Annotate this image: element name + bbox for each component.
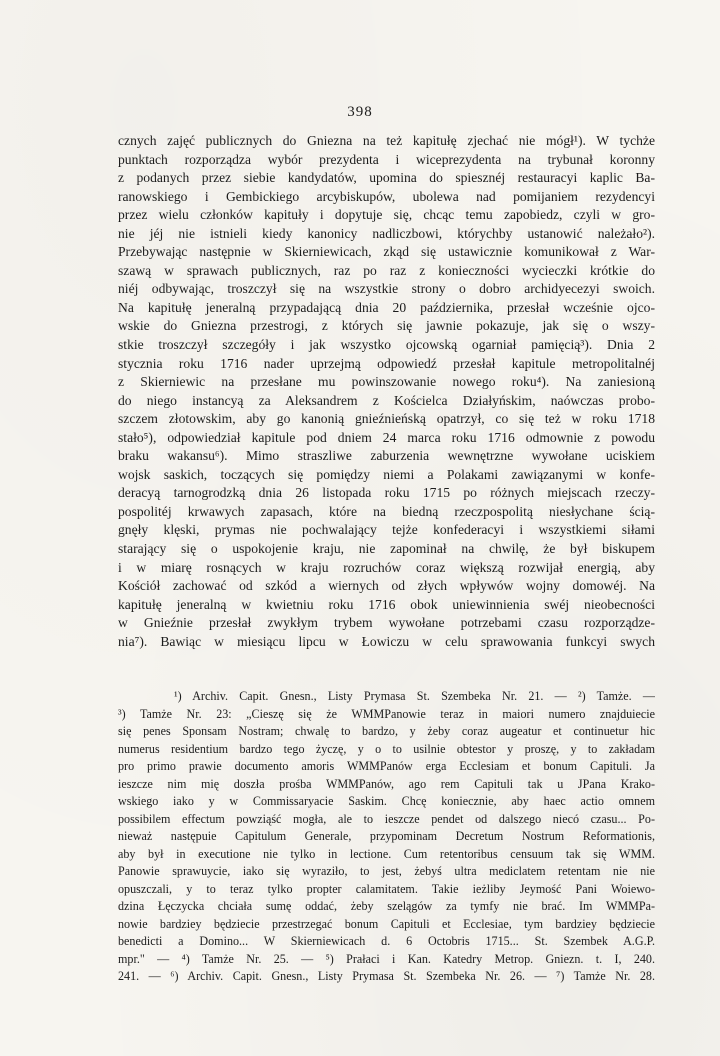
footnote-line: 241. — ⁶) Archiv. Capit. Gnesn., Listy Prymasa St. Szembeka Nr. 26. — ⁷) Tamże Nr. 28. [118,969,655,983]
footnote-line: ieszcze nim mię doszła prośba WMMPanów, ago rem Capituli tak u JPana Krako- [118,776,655,791]
body-text-line: z Skierniewic na przesłane mu powinszowanie nowego roku⁴). Na zaniesioną [118,374,655,390]
footnotes-block [118,688,655,986]
body-text-line: punktach rozporządza wybór prezydenta i wiceprezydenta na trybunał koronny [118,151,655,167]
body-text-line: gnęły klęski, prymas nie pochwalający tejże konfederacyi i wszystkiemi siłami [118,522,655,538]
footnote-line: nowie bardziey będziecie przestrzegać bonum Capituli et Ecclesiae, tym bardziey będziecie [118,916,655,931]
body-text-line: Kościół zachować od szkód a wiernych od złych wpływów wojny domowéj. Na [118,578,655,594]
footnote-line: się penes Sponsam Nostram; chwalę to bardzo, y żeby coraz augeatur et continuetur hic [118,724,655,738]
body-text-line: szczem złotowskim, aby go kanonią gnieźnieńską opatrzył, co się też w roku 1718 [118,411,655,427]
body-text-line: Przebywając następnie w Skierniewicach, zkąd się ustawicznie komunikował z War- [118,244,655,260]
body-text-line: stało⁵), odpowiedział kapitule pod dniem 24 marca roku 1716 odmownie z powodu [118,429,655,445]
footnote-line: benedicti a Domino... W Skierniewicach d. 6 Octobris 1715... St. Szembek A.G.P. [118,934,655,948]
body-text-line: starający się o uspokojenie kraju, nie zapominał na chwilę, że był biskupem [118,541,655,557]
body-text-line: ranowskiego i Gembickiego arcybiskupów, ubolewa nad pomijaniem rezydencyi [118,188,655,204]
footnote-line: aby był in executione nie tylko in lectione. Cum retentoribus censuum tak się WMM. [118,846,655,861]
page-number: 398 [347,104,373,120]
footnote-line: dzina Łęczycka chciała sumę oddać, żeby szelągów za tymfy nie brać. Im WMMPa- [118,899,655,913]
footnote-line: numerus residentium bardzo tego życzę, y o to usilnie obtestor y proszę, y to zakładam [118,741,655,756]
body-text-line: cznych zajęć publicznych do Gniezna na też kapitułę zjechać nie mógł¹). W tychże [118,133,655,148]
body-text-line: nie jéj nie istnieli kiedy kanonicy nadliczbowi, którychby ustanowić należało²). [118,225,655,241]
body-text-line: deracyą tarnogrodzką dnia 26 listopada roku 1715 po różnych miejscach rzeczy- [118,485,655,501]
footnote-line: mpr." — ⁴) Tamże Nr. 25. — ⁵) Prałaci i Kan. Katedry Metrop. Gniezn. t. I, 240. [118,951,655,966]
body-text-line: i w miarę rosnących w kraju rozruchów coraz większą rozwijał energią, aby [118,559,655,575]
footnote-line: opuszczali, y to teraz tylko propter calamitatem. Takie ieżliby Jeymość Pani Woiewo- [118,881,655,896]
body-text-line: niéj odbywając, troszczył się na wszystkie strony o dobro archidyecezyi swoich. [118,281,655,297]
footnote-line: pro primo prawie documento amoris WMMPanów erga Ecclesiam et bonum Capituli. Ja [118,759,655,773]
body-text-line: stkie troszczył szczegóły i jak wszystko ojcowską ogarniał pamięcią³). Dnia 2 [118,337,655,353]
body-text-line: z podanych przez siebie kandydatów, upomina do spiesznéj restauracyi kaplic Ba- [118,170,655,186]
footnote-line: ³) Tamże Nr. 23: „Cieszę się że WMMPanowie teraz in maiori numero znajduiecie [118,706,655,721]
body-text-line: pospolitéj krwawych zapasach, które na biedną rzeczpospolitą niesłychane ścią- [118,503,655,519]
body-text-line: Na kapitułę jeneralną przypadającą dnia 20 października, przesłał wcześnie ojco- [118,299,655,315]
body-text-line: do niego instancyą za Aleksandrem z Kościelca Działyńskim, naówczas probo- [118,392,655,408]
body-text-line: szawą w sprawach publicznych, raz po raz z konieczności wycieczki krótkie do [118,262,655,278]
body-text-line: stycznia roku 1716 nader uprzejmą odpowiedź przesłał kapitule metropolitalnéj [118,355,655,371]
body-text-line: braku wakansu⁶). Mimo straszliwe zaburzenia wewnętrzne wywołane uciskiem [118,448,655,464]
footnote-line: wskiego iako y w Commissaryacie Saskim. Chcę koniecznie, aby haec actio omnem [118,794,655,808]
footnote-line: possibilem effectum powziąść mogła, ale to ieszcze pendet od dalszego niecó czasu... Po- [118,811,655,826]
body-text-line: w Gnieźnie przesłał zwykłym trybem wywołane potrzebami czasu rozporządze- [118,615,655,631]
main-text-block [118,132,655,651]
body-text-line: wojsk saskich, toczących się pomiędzy niemi a Polakami zawiązanymi w konfe- [118,466,655,482]
body-text-line: wskie do Gniezna przestrogi, z których się jawnie pokazuje, jak się o wszy- [118,318,655,334]
body-text-line: kapitułę jeneralną w kwietniu roku 1716 obok uniewinnienia swéj nieobecności [118,596,655,612]
body-text-line: nia⁷). Bawiąc w miesiącu lipcu w Łowiczu w celu sprawowania funkcyi swych [118,633,655,649]
body-text-line: przez wielu członków kapituły i dopytuje się, chcąc temu zapobiedz, czyli w gro- [118,207,655,223]
footnote-line: nieważ następuie Capitulum Generale, przypominam Decretum Nostrum Reformationis, [118,829,655,843]
footnote-line: Panowie sprawuycie, iako się wyraziło, to jest, żebyś ultra mediclatem retentam nie nie [118,864,655,878]
footnote-line: ¹) Archiv. Capit. Gnesn., Listy Prymasa St. Szembeka Nr. 21. — ²) Tamże. — [174,689,655,703]
